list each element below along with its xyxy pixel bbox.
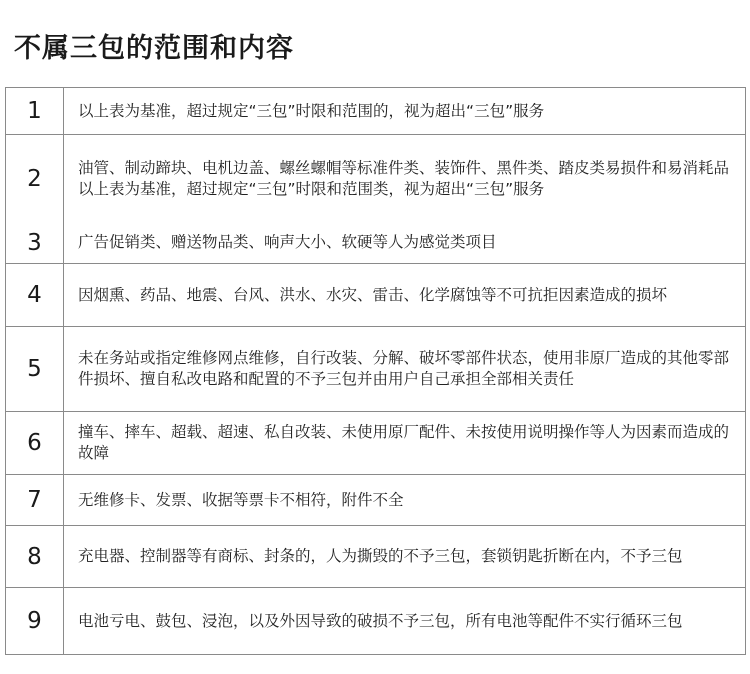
row-number: 3 (6, 223, 64, 264)
row-number: 2 (6, 135, 64, 223)
table-row (6, 135, 746, 223)
row-number: 9 (6, 588, 64, 655)
table-row (6, 588, 746, 655)
page-title: 不属三包的范围和内容 (14, 33, 294, 64)
table-row (6, 88, 746, 135)
table-row (6, 327, 746, 412)
row-text: 以上表为基准，超过规定“三包”时限和范围的，视为超出“三包”服务 (64, 88, 746, 135)
row-number: 1 (6, 88, 64, 135)
row-text: 因烟熏、药品、地震、台风、洪水、水灾、雷击、化学腐蚀等不可抗拒因素造成的损坏 (64, 264, 746, 327)
row-text: 未在务站或指定维修网点维修，自行改装、分解、破坏零部件状态，使用非原厂造成的其他零部件损坏、擅自私改电路和配置的不予三包并由用户自己承担全部相关责任 (64, 327, 746, 412)
row-number: 7 (6, 475, 64, 526)
row-text: 撞车、摔车、超载、超速、私自改装、未使用原厂配件、未按使用说明操作等人为因素而造成的故障 (64, 412, 746, 475)
exclusion-table (5, 87, 746, 655)
table-row (6, 223, 746, 264)
row-number: 4 (6, 264, 64, 327)
row-number: 6 (6, 412, 64, 475)
row-text: 广告促销类、赠送物品类、响声大小、软硬等人为感觉类项目 (64, 223, 746, 264)
table-row (6, 475, 746, 526)
row-number: 5 (6, 327, 64, 412)
row-text: 电池亏电、鼓包、浸泡，以及外因导致的破损不予三包，所有电池等配件不实行循环三包 (64, 588, 746, 655)
table-row (6, 412, 746, 475)
row-text: 充电器、控制器等有商标、封条的，人为撕毁的不予三包，套锁钥匙折断在内，不予三包 (64, 526, 746, 588)
row-text: 油管、制动蹄块、电机边盖、螺丝螺帽等标准件类、装饰件、黑件类、踏皮类易损件和易消耗品以上表为基准，超过规定“三包”时限和范围类，视为超出“三包”服务 (64, 135, 746, 223)
row-number: 8 (6, 526, 64, 588)
table-row (6, 526, 746, 588)
row-text: 无维修卡、发票、收据等票卡不相符，附件不全 (64, 475, 746, 526)
table-row (6, 264, 746, 327)
